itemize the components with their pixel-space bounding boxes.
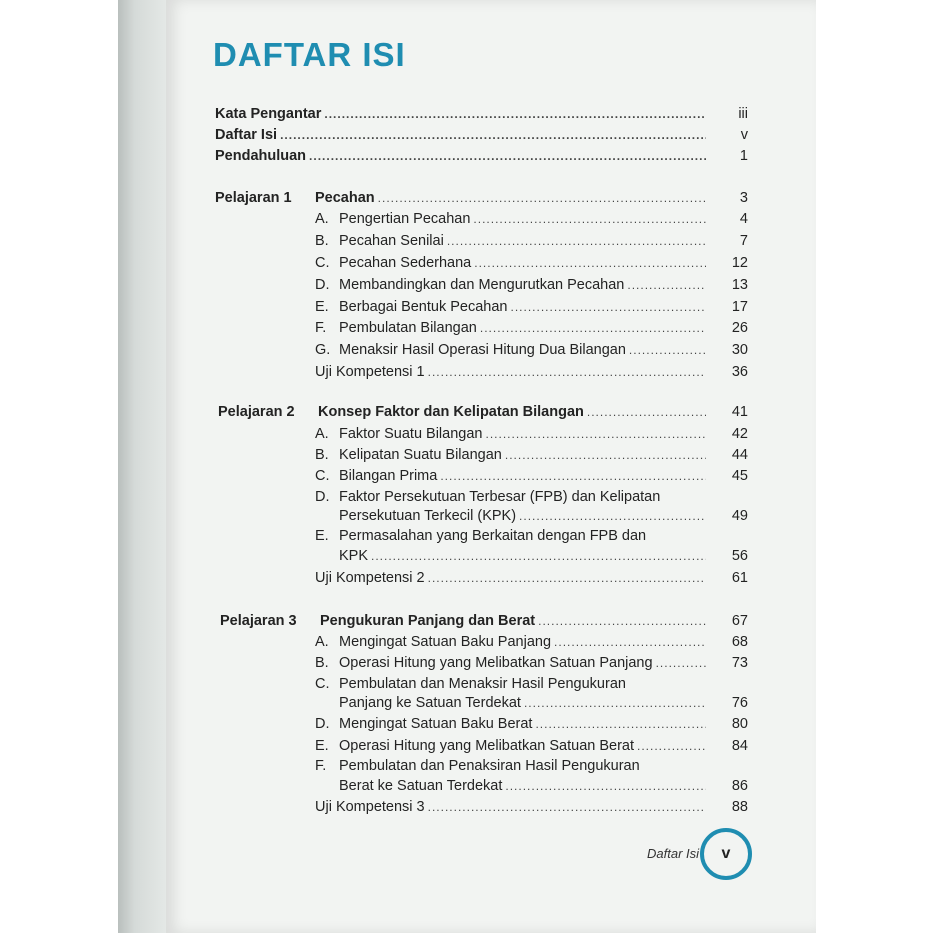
subentry-label: Pecahan Senilai: [339, 233, 444, 249]
subentry-letter: C.: [315, 468, 330, 484]
toc-entry-front[interactable]: [215, 146, 748, 166]
toc-entry-front[interactable]: [215, 104, 748, 124]
toc-subentry[interactable]: [315, 445, 748, 465]
subentry-letter: B.: [315, 447, 329, 463]
toc-page-number: 4: [739, 211, 748, 227]
toc-page-number: 1: [739, 148, 748, 164]
toc-subentry[interactable]: [315, 231, 748, 251]
toc-page-number: 3: [739, 190, 748, 206]
toc-lesson-heading[interactable]: [220, 611, 748, 631]
toc-subentry-line1[interactable]: [315, 526, 748, 546]
toc-page-number: 45: [731, 468, 748, 484]
toc-page-number: 61: [731, 570, 748, 586]
lesson-number: Pelajaran 2: [218, 404, 295, 420]
book-spine-shadow: [118, 0, 166, 933]
toc-entry-label: Daftar Isi: [215, 127, 278, 143]
subentry-label: Kelipatan Suatu Bilangan: [339, 447, 502, 463]
toc-page-number: 12: [731, 255, 748, 271]
toc-subentry[interactable]: [315, 653, 748, 673]
dot-leader: [637, 736, 706, 756]
dot-leader: [280, 125, 706, 145]
toc-page-number: 26: [731, 320, 748, 336]
toc-subentry[interactable]: [315, 209, 748, 229]
toc-subentry-line1[interactable]: [315, 756, 748, 776]
toc-subentry[interactable]: [315, 340, 748, 360]
subentry-label-continued: KPK: [339, 548, 369, 564]
toc-page-number: 88: [731, 799, 748, 815]
subentry-letter: A.: [315, 211, 329, 227]
subentry-label: Faktor Persekutuan Terbesar (FPB) dan Kelipatan: [339, 489, 661, 505]
subentry-label: Operasi Hitung yang Melibatkan Satuan Berat: [339, 738, 635, 754]
toc-lesson-heading[interactable]: [218, 402, 748, 422]
dot-leader: [428, 568, 706, 588]
toc-subentry[interactable]: [315, 736, 748, 756]
toc-page-number: 56: [731, 548, 748, 564]
subentry-label: Permasalahan yang Berkaitan dengan FPB dan: [339, 528, 647, 544]
toc-page-number: 30: [731, 342, 748, 358]
toc-page-number: 41: [731, 404, 748, 420]
dot-leader: [440, 466, 706, 486]
page-title: DAFTAR ISI: [213, 36, 406, 73]
toc-page-number: 86: [731, 778, 748, 794]
subentry-letter: E.: [315, 299, 329, 315]
subentry-letter: E.: [315, 738, 329, 754]
toc-page-number: 36: [731, 364, 748, 380]
dot-leader: [485, 424, 706, 444]
dot-leader: [656, 653, 706, 673]
toc-page-number: 67: [731, 613, 748, 629]
lesson-title: Pecahan: [315, 190, 375, 206]
subentry-label: Pembulatan dan Menaksir Hasil Pengukuran: [339, 676, 626, 692]
lesson-title: Pengukuran Panjang dan Berat: [320, 613, 536, 629]
dot-leader: [371, 546, 706, 566]
subentry-letter: B.: [315, 233, 329, 249]
uji-kompetensi-label: Uji Kompetensi 3: [315, 799, 425, 815]
subentry-letter: D.: [315, 716, 330, 732]
dot-leader: [587, 402, 706, 422]
dot-leader: [627, 275, 706, 295]
toc-entry-label: Kata Pengantar: [215, 106, 322, 122]
subentry-label: Mengingat Satuan Baku Panjang: [339, 634, 552, 650]
dot-leader: [524, 693, 706, 713]
subentry-label: Operasi Hitung yang Melibatkan Satuan Panjang: [339, 655, 653, 671]
dot-leader: [519, 506, 706, 526]
dot-leader: [428, 362, 706, 382]
toc-subentry-line2[interactable]: [339, 693, 748, 713]
toc-page-number: 44: [731, 447, 748, 463]
toc-subentry-line2[interactable]: [339, 506, 748, 526]
toc-entry-front[interactable]: [215, 125, 748, 145]
footer-page-number: v: [700, 828, 752, 880]
subentry-label: Mengingat Satuan Baku Berat: [339, 716, 533, 732]
subentry-letter: E.: [315, 528, 329, 544]
toc-uji-kompetensi[interactable]: [315, 568, 748, 588]
subentry-label-continued: Persekutuan Terkecil (KPK): [339, 508, 517, 524]
toc-subentry[interactable]: [315, 318, 748, 338]
dot-leader: [629, 340, 706, 360]
subentry-letter: G.: [315, 342, 331, 358]
toc-uji-kompetensi[interactable]: [315, 797, 748, 817]
uji-kompetensi-label: Uji Kompetensi 1: [315, 364, 425, 380]
dot-leader: [447, 231, 706, 251]
toc-subentry[interactable]: [315, 632, 748, 652]
subentry-letter: D.: [315, 489, 330, 505]
toc-subentry[interactable]: [315, 297, 748, 317]
subentry-label-continued: Berat ke Satuan Terdekat: [339, 778, 503, 794]
toc-page-number: iii: [738, 106, 748, 122]
toc-page-number: 84: [731, 738, 748, 754]
dot-leader: [309, 146, 706, 166]
toc-subentry[interactable]: [315, 714, 748, 734]
toc-page-number: v: [740, 127, 748, 143]
toc-subentry-line1[interactable]: [315, 674, 748, 694]
subentry-label: Pengertian Pecahan: [339, 211, 471, 227]
toc-subentry[interactable]: [315, 466, 748, 486]
toc-page-number: 7: [739, 233, 748, 249]
toc-subentry-line2[interactable]: [339, 776, 748, 796]
subentry-label: Membandingkan dan Mengurutkan Pecahan: [339, 277, 625, 293]
subentry-letter: F.: [315, 320, 327, 336]
dot-leader: [474, 253, 706, 273]
subentry-label: Pembulatan dan Penaksiran Hasil Pengukuran: [339, 758, 640, 774]
subentry-label: Bilangan Prima: [339, 468, 438, 484]
toc-page-number: 42: [731, 426, 748, 442]
lesson-title: Konsep Faktor dan Kelipatan Bilangan: [318, 404, 584, 420]
lesson-number: Pelajaran 1: [215, 190, 292, 206]
toc-uji-kompetensi[interactable]: [315, 362, 748, 382]
subentry-label: Berbagai Bentuk Pecahan: [339, 299, 508, 315]
subentry-label: Pecahan Sederhana: [339, 255, 472, 271]
subentry-label: Faktor Suatu Bilangan: [339, 426, 483, 442]
dot-leader: [505, 445, 706, 465]
dot-leader: [473, 209, 706, 229]
subentry-letter: C.: [315, 255, 330, 271]
toc-entry-label: Pendahuluan: [215, 148, 307, 164]
toc-page-number: 17: [731, 299, 748, 315]
subentry-label: Menaksir Hasil Operasi Hitung Dua Bilangan: [339, 342, 626, 358]
dot-leader: [378, 188, 706, 208]
subentry-letter: A.: [315, 426, 329, 442]
toc-page-number: 68: [731, 634, 748, 650]
subentry-letter: C.: [315, 676, 330, 692]
toc-subentry[interactable]: [315, 275, 748, 295]
uji-kompetensi-label: Uji Kompetensi 2: [315, 570, 425, 586]
toc-subentry-line1[interactable]: [315, 487, 748, 507]
dot-leader: [554, 632, 706, 652]
toc-lesson-heading[interactable]: [215, 188, 748, 208]
toc-subentry[interactable]: [315, 253, 748, 273]
subentry-letter: A.: [315, 634, 329, 650]
dot-leader: [428, 797, 706, 817]
toc-subentry[interactable]: [315, 424, 748, 444]
subentry-label-continued: Panjang ke Satuan Terdekat: [339, 695, 521, 711]
dot-leader: [324, 104, 706, 124]
dot-leader: [535, 714, 706, 734]
dot-leader: [511, 297, 707, 317]
toc-page-number: 13: [731, 277, 748, 293]
toc-page-number: 76: [731, 695, 748, 711]
subentry-letter: B.: [315, 655, 329, 671]
lesson-number: Pelajaran 3: [220, 613, 297, 629]
dot-leader: [538, 611, 706, 631]
dot-leader: [505, 776, 706, 796]
subentry-letter: D.: [315, 277, 330, 293]
subentry-label: Pembulatan Bilangan: [339, 320, 477, 336]
toc-page-number: 80: [731, 716, 748, 732]
toc-subentry-line2[interactable]: [339, 546, 748, 566]
footer-section-label: Daftar Isi: [647, 846, 700, 861]
dot-leader: [480, 318, 706, 338]
toc-page-number: 49: [731, 508, 748, 524]
toc-page-number: 73: [731, 655, 748, 671]
subentry-letter: F.: [315, 758, 327, 774]
